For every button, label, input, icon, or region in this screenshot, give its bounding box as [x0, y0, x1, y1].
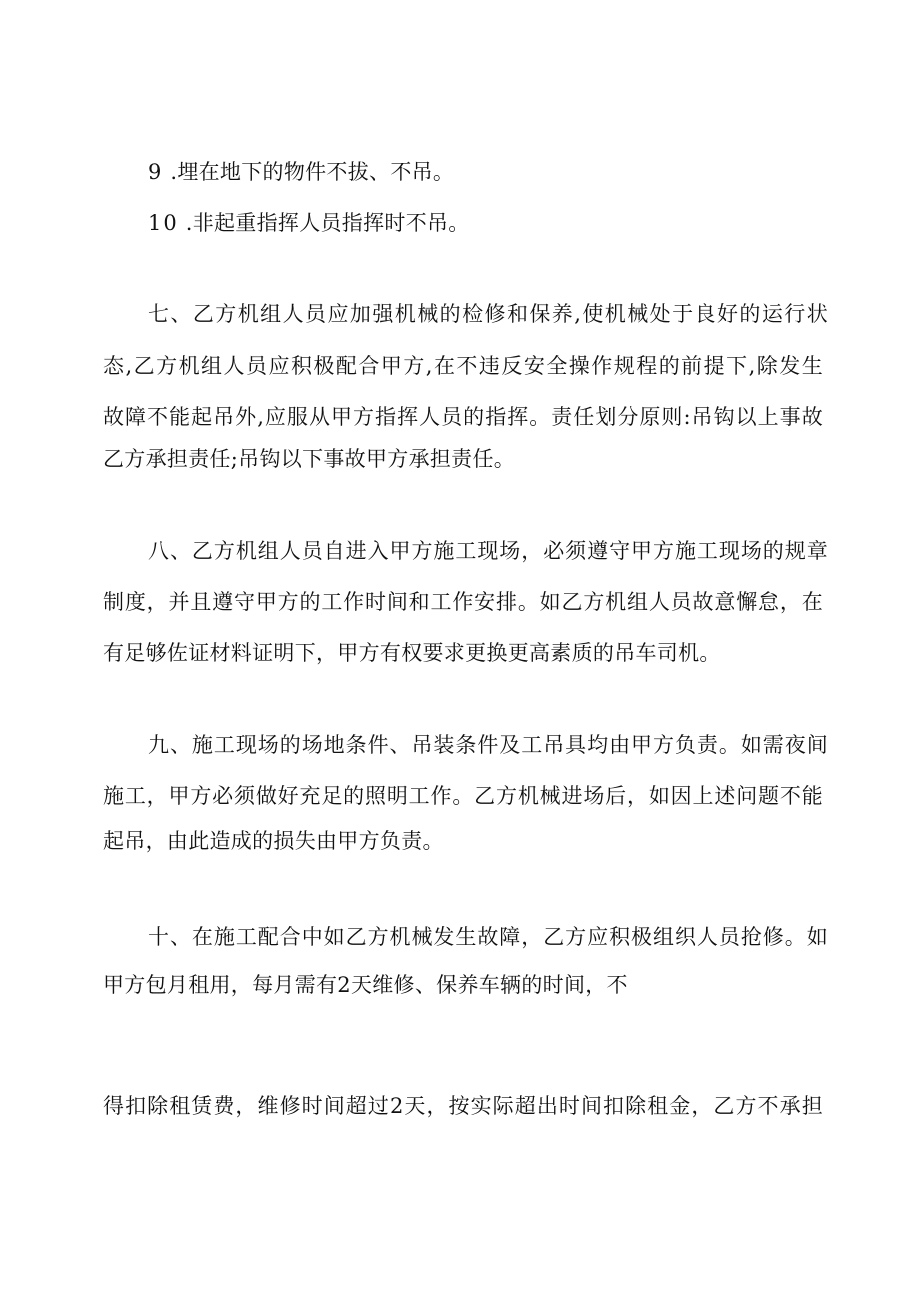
continuation-line: 得扣除租赁费，维修时间超过2天，按实际超出时间扣除租金，乙方不承担 — [103, 1094, 823, 1118]
clause-7-line: 乙方承担责任;吊钩以下事故甲方承担责任。 — [103, 447, 516, 471]
clause-9-line: 施工，甲方必须做好充足的照明工作。乙方机械进场后，如因上述问题不能 — [103, 784, 823, 808]
list-item — [148, 157, 828, 188]
clause-8-line: 有足够佐证材料证明下，甲方有权要求更换更高素质的吊车司机。 — [103, 641, 721, 665]
clause-9-line: 起吊，由此造成的损失由甲方负责。 — [103, 829, 444, 853]
clause-10-line: 甲方包月租用，每月需有2天维修、保养车辆的时间，不 — [103, 973, 628, 997]
list-item-number: 10 — [148, 211, 179, 235]
list-item — [148, 208, 828, 239]
clause-7-line: 七、乙方机组人员应加强机械的检修和保养,使机械处于良好的运行状 — [148, 302, 828, 326]
list-item-number: 9 — [148, 160, 164, 184]
clause-7-line: 故障不能起吊外,应服从甲方指挥人员的指挥。责任划分原则:吊钩以上事故 — [103, 405, 823, 429]
clause-8-line: 八、乙方机组人员自进入甲方施工现场，必须遵守甲方施工现场的规章 — [148, 539, 828, 563]
clause-8-line: 制度，并且遵守甲方的工作时间和工作安排。如乙方机组人员故意懈怠，在 — [103, 590, 823, 614]
clause-7-line: 态,乙方机组人员应积极配合甲方,在不违反安全操作规程的前提下,除发生 — [103, 354, 823, 378]
list-item-text: .埋在地下的物件不拔、不吊。 — [170, 160, 455, 184]
clause-10-line: 十、在施工配合中如乙方机械发生故障，乙方应积极组织人员抢修。如 — [148, 925, 828, 949]
clause-9-line: 九、施工现场的场地条件、吊装条件及工吊具均由甲方负责。如需夜间 — [148, 733, 828, 757]
list-item-text: .非起重指挥人员指挥时不吊。 — [185, 211, 470, 235]
